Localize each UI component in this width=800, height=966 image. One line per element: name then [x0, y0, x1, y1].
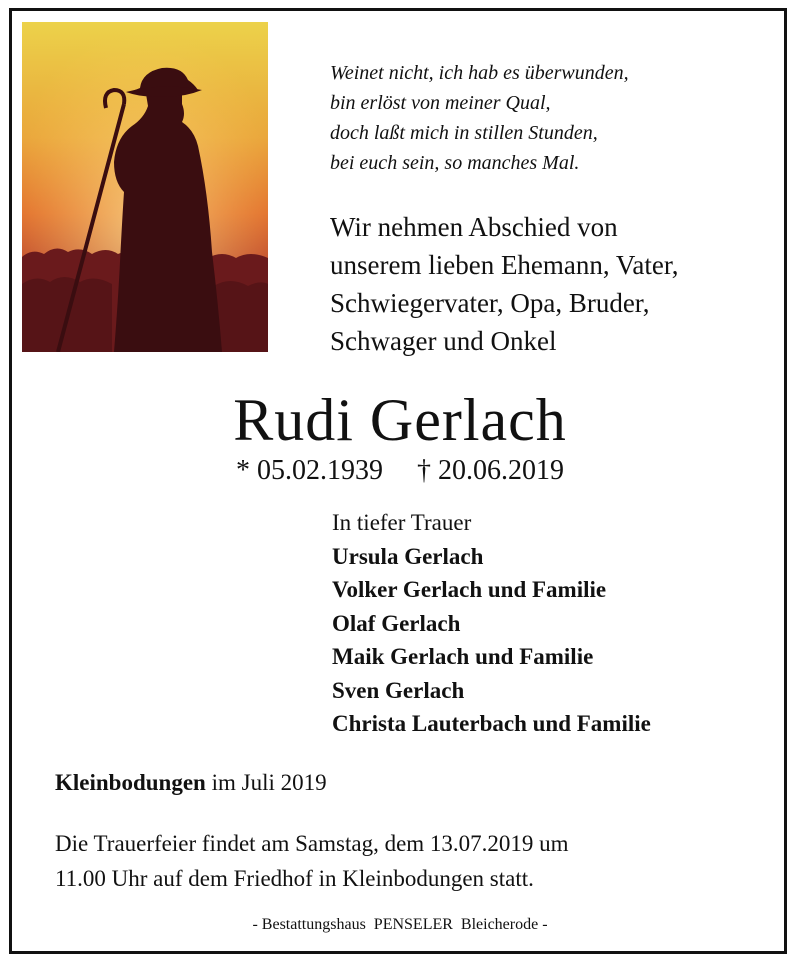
mourner-name: Olaf Gerlach — [332, 610, 461, 636]
mourner-name: Christa Lauterbach und Familie — [332, 711, 651, 736]
mourner-name: Sven Gerlach — [332, 677, 465, 703]
deceased-name: Rudi Gerlach — [233, 387, 567, 453]
sunset-shepherd-image — [22, 22, 268, 352]
intro-line: unserem lieben Ehemann, Vater, — [330, 250, 679, 280]
place-town: Kleinbodungen — [55, 770, 206, 795]
poem-line: bin erlöst von meiner Qual, — [330, 92, 551, 114]
mourner-name: Ursula Gerlach — [332, 543, 484, 569]
poem-line: doch laßt mich in stillen Stunden, — [330, 122, 598, 144]
intro-line: Schwiegervater, Opa, Bruder, — [330, 288, 650, 318]
ceremony-line: 11.00 Uhr auf dem Friedhof in Kleinbodungen statt. — [55, 866, 534, 891]
shepherd-silhouette-photo — [22, 22, 268, 352]
place-date: im Juli 2019 — [205, 770, 327, 795]
death-date: † 20.06.2019 — [417, 455, 564, 486]
ceremony-line: Die Trauerfeier findet am Samstag, dem 13.07.2019 um — [55, 831, 569, 856]
mourner-name: Volker Gerlach und Familie — [332, 577, 607, 602]
intro-line: Schwager und Onkel — [330, 326, 557, 356]
poem-line: Weinet nicht, ich hab es überwunden, — [330, 62, 629, 84]
mourner-name: Maik Gerlach und Familie — [332, 644, 594, 669]
farewell-intro — [330, 208, 780, 360]
funeral-home-credit: - Bestattungshaus PENSELER Bleicherode - — [252, 916, 548, 933]
place-and-date — [55, 767, 327, 799]
funeral-notice — [55, 826, 755, 896]
birth-date: * 05.02.1939 — [236, 455, 383, 486]
mourning-lead: In tiefer Trauer — [332, 510, 472, 535]
poem-line: bei euch sein, so manches Mal. — [330, 152, 580, 174]
mourners-list — [332, 506, 772, 741]
poem — [330, 58, 770, 178]
intro-line: Wir nehmen Abschied von — [330, 212, 618, 242]
life-dates — [0, 451, 800, 491]
